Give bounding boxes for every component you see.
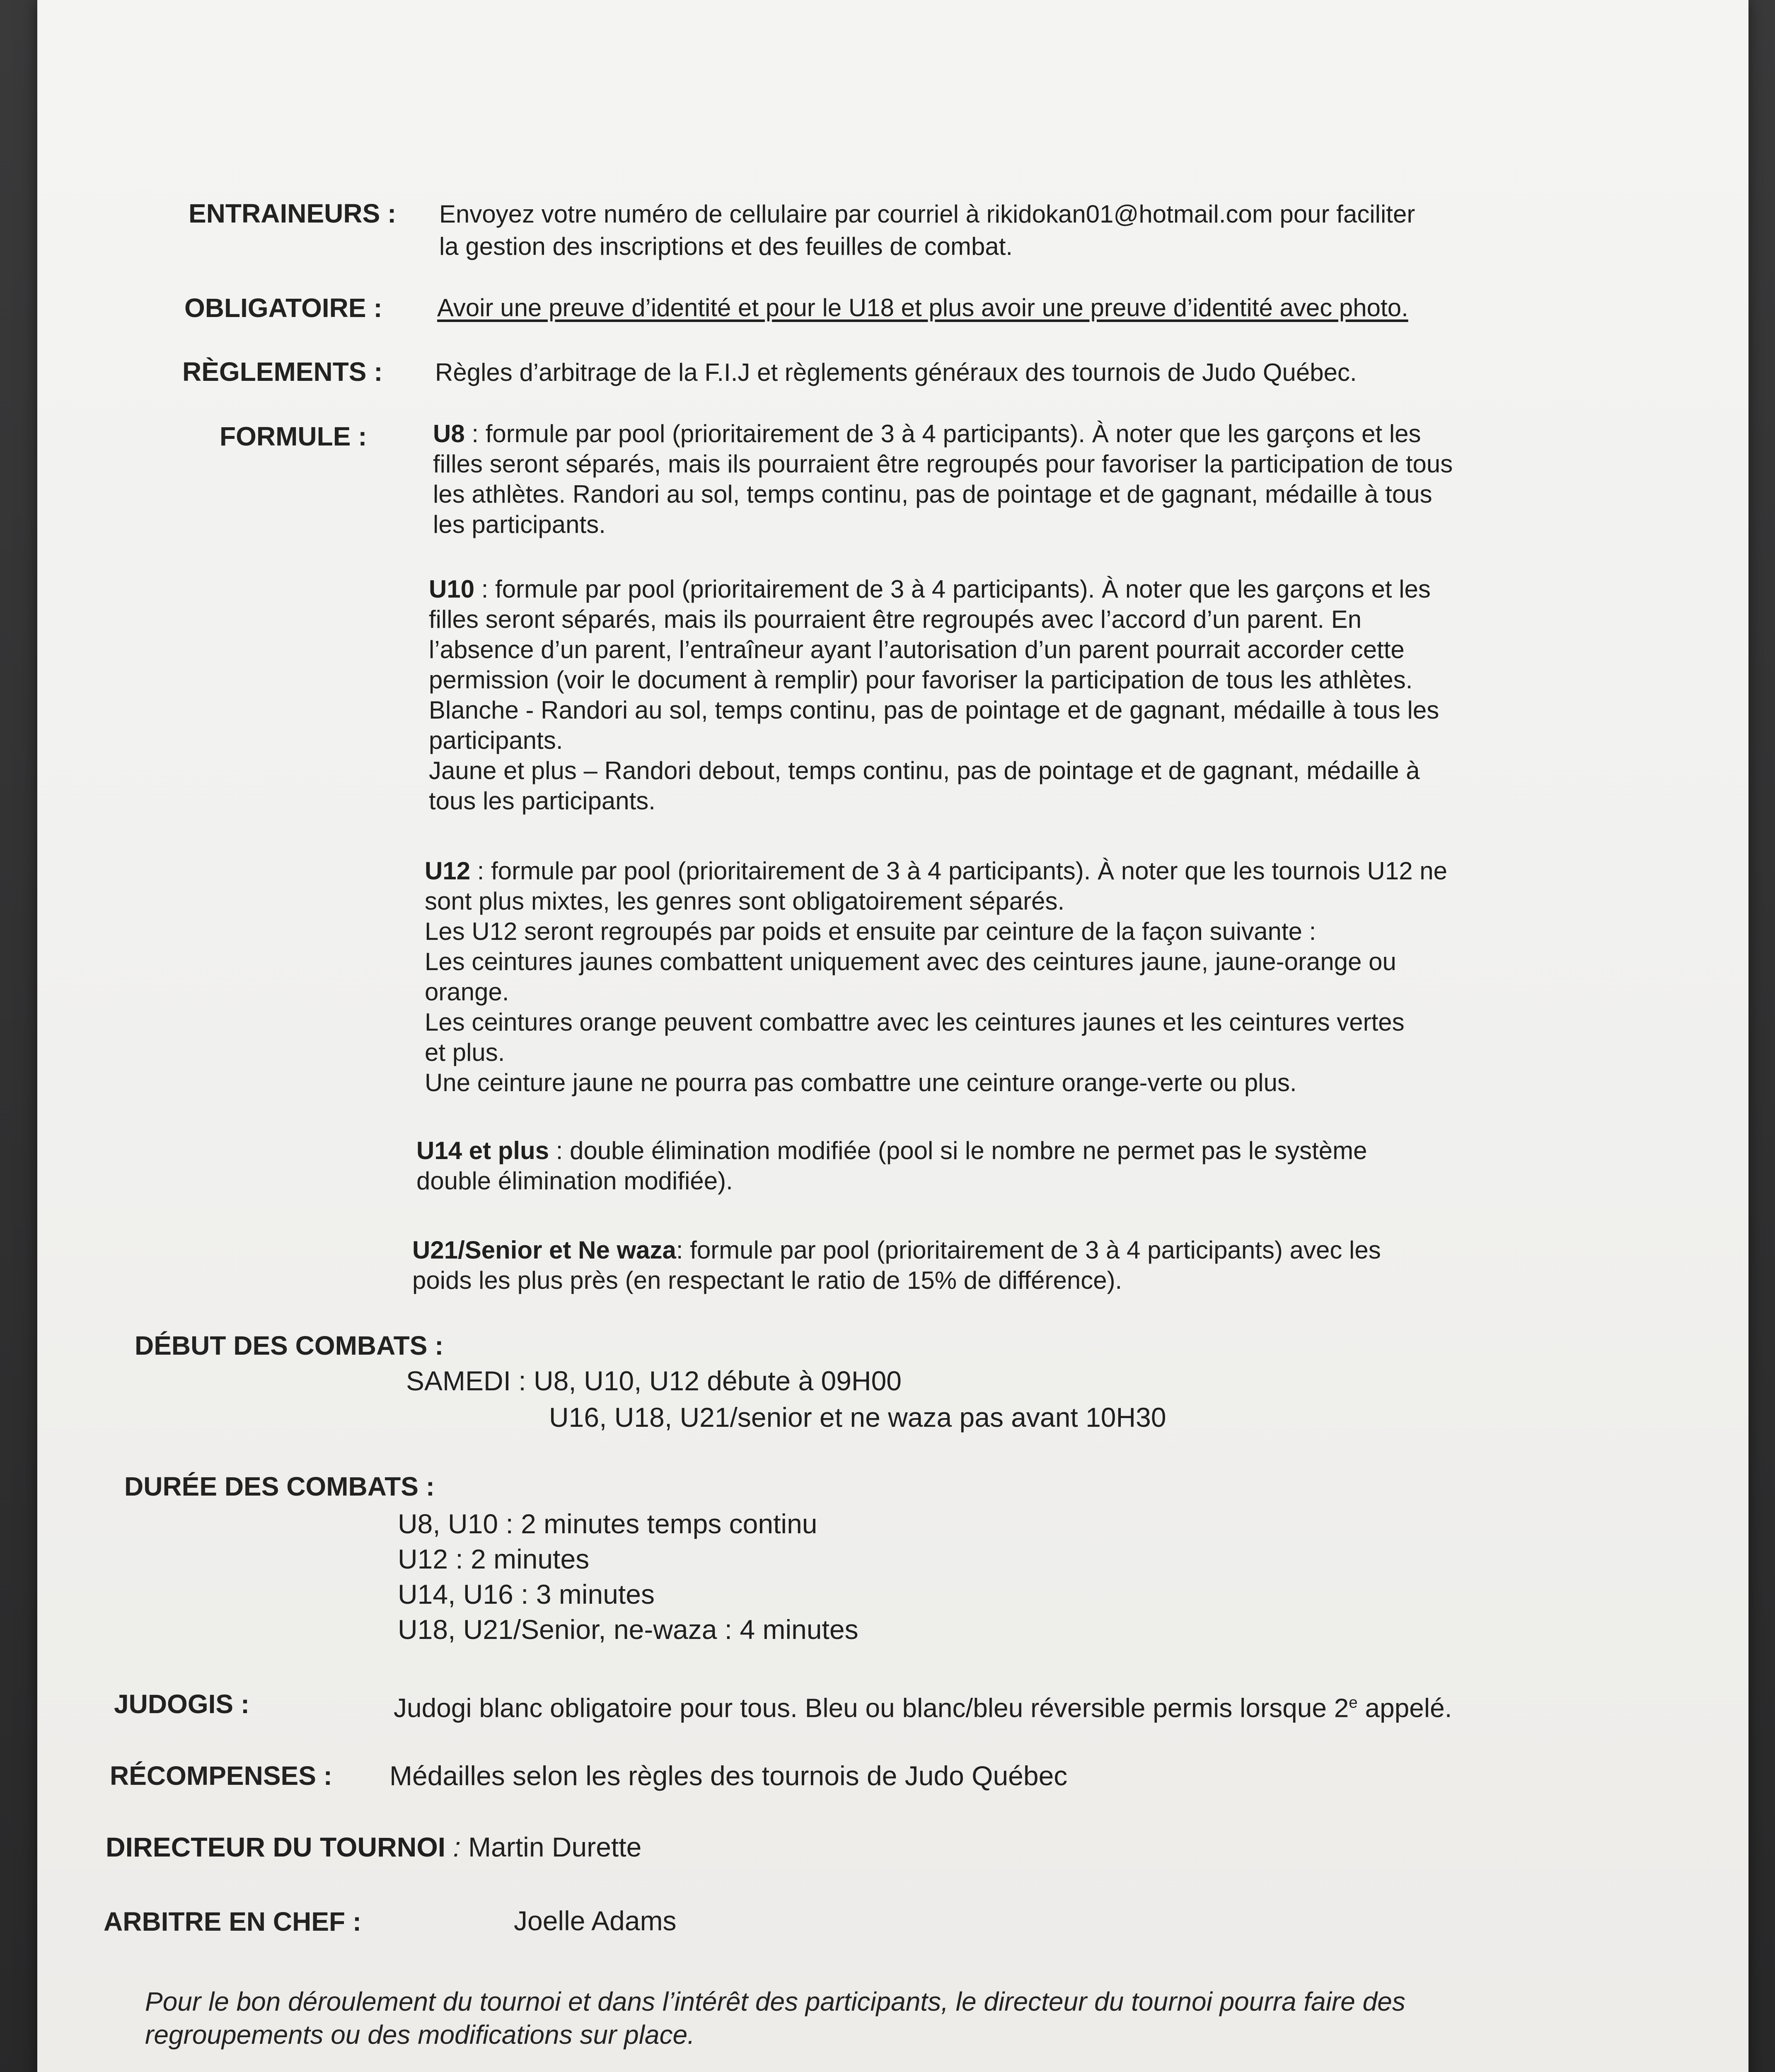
debut-line-2: U16, U18, U21/senior et ne waza pas avant 10H30 <box>549 1402 1166 1433</box>
entraineurs-label: ENTRAINEURS : <box>189 198 397 228</box>
u8-title: U8 <box>433 420 465 448</box>
arbitre-label: ARBITRE EN CHEF : <box>104 1907 362 1936</box>
u14-title: U14 et plus <box>416 1137 549 1164</box>
u10-title: U10 <box>429 575 475 603</box>
directeur-name: Martin Durette <box>468 1832 642 1862</box>
debut-label: DÉBUT DES COMBATS : <box>135 1331 444 1360</box>
u12-title: U12 <box>425 857 471 885</box>
formule-u10: U10 : formule par pool (prioritairement de 3 à 4 participants). À noter que les garçons et les filles seront séparés, mais ils pourraient être regroupés avec l’accord d’un parent. En l’absence d’un parent, l’entraîneur ayant l’autorisation d’un parent pourrait accorder cette permission (voir le document à remplir) pour favoriser la participation de tous les athlètes. Blanche - Randori au sol, temps continu, pas de pointage et de gagnant, médaille à tous les participants. Jaune et plus – Randori debout, temps continu, pas de pointage et de gagnant, médaille à tous les participants. <box>429 575 1439 815</box>
arbitre-name: Joelle Adams <box>514 1905 677 1936</box>
formule-u14: U14 et plus : double élimination modifiée (pool si le nombre ne permet pas le système double élimination modifiée). <box>416 1137 1367 1195</box>
recompenses-text: Médailles selon les règles des tournois de Judo Québec <box>389 1760 1068 1791</box>
formule-u12: U12 : formule par pool (prioritairement de 3 à 4 participants). À noter que les tournois U12 ne sont plus mixtes, les genres sont obligatoirement séparés. Les U12 seront regroupés par poids et ensuite par ceinture de la façon suivante : Les ceintures jaunes combattent uniquement avec des ceintures jaune, jaune-orange ou orange. Les ceintures orange peuvent combattre avec les ceintures jaunes et les ceintures vertes et plus. Une ceinture jaune ne pourra pas combattre une ceinture orange-verte ou plus. <box>425 857 1447 1097</box>
reglements-text: Règles d’arbitrage de la F.I.J et règlements généraux des tournois de Judo Québec. <box>435 358 1357 386</box>
directeur-label: DIRECTEUR DU TOURNOI <box>106 1832 446 1862</box>
formule-label: FORMULE : <box>220 421 367 451</box>
formule-u21: U21/Senior et Ne waza: formule par pool (prioritairement de 3 à 4 participants) avec les poids les plus près (en respectant le ratio de 15% de différence). <box>412 1236 1381 1294</box>
directeur-line: DIRECTEUR DU TOURNOI : Martin Durette <box>106 1832 642 1862</box>
u21-title: U21/Senior et Ne waza <box>412 1236 676 1264</box>
document-page <box>37 0 1748 2072</box>
recompenses-label: RÉCOMPENSES : <box>110 1761 332 1791</box>
judogis-label: JUDOGIS : <box>114 1689 250 1719</box>
obligatoire-label: OBLIGATOIRE : <box>184 293 382 323</box>
closing-note: Pour le bon déroulement du tournoi et dans l’intérêt des participants, le directeur du tournoi pourra faire des regroupements ou des modifications sur place. <box>145 1987 1405 2050</box>
duree-list: U8, U10 : 2 minutes temps continu U12 : 2 minutes U14, U16 : 3 minutes U18, U21/Senior, ne-waza : 4 minutes <box>398 1508 858 1645</box>
reglements-label: RÈGLEMENTS : <box>182 357 383 387</box>
duree-label: DURÉE DES COMBATS : <box>124 1472 435 1501</box>
entraineurs-line-2: la gestion des inscriptions et des feuilles de combat. <box>439 232 1013 260</box>
judogis-text: Judogi blanc obligatoire pour tous. Bleu ou blanc/bleu réversible permis lorsque 2e appelé. <box>394 1693 1452 1723</box>
obligatoire-text: Avoir une preuve d’identité et pour le U18 et plus avoir une preuve d’identité avec photo. <box>437 294 1408 322</box>
debut-line-1: SAMEDI : U8, U10, U12 débute à 09H00 <box>406 1365 902 1396</box>
formule-u8: U8 : formule par pool (prioritairement de 3 à 4 participants). À noter que les garçons et les filles seront séparés, mais ils pourraient être regroupés pour favoriser la participation de tous les athlètes. Randori au sol, temps continu, pas de pointage et de gagnant, médaille à tous les participants. <box>433 420 1453 538</box>
entraineurs-line-1: Envoyez votre numéro de cellulaire par courriel à rikidokan01@hotmail.com pour faciliter <box>439 200 1415 228</box>
